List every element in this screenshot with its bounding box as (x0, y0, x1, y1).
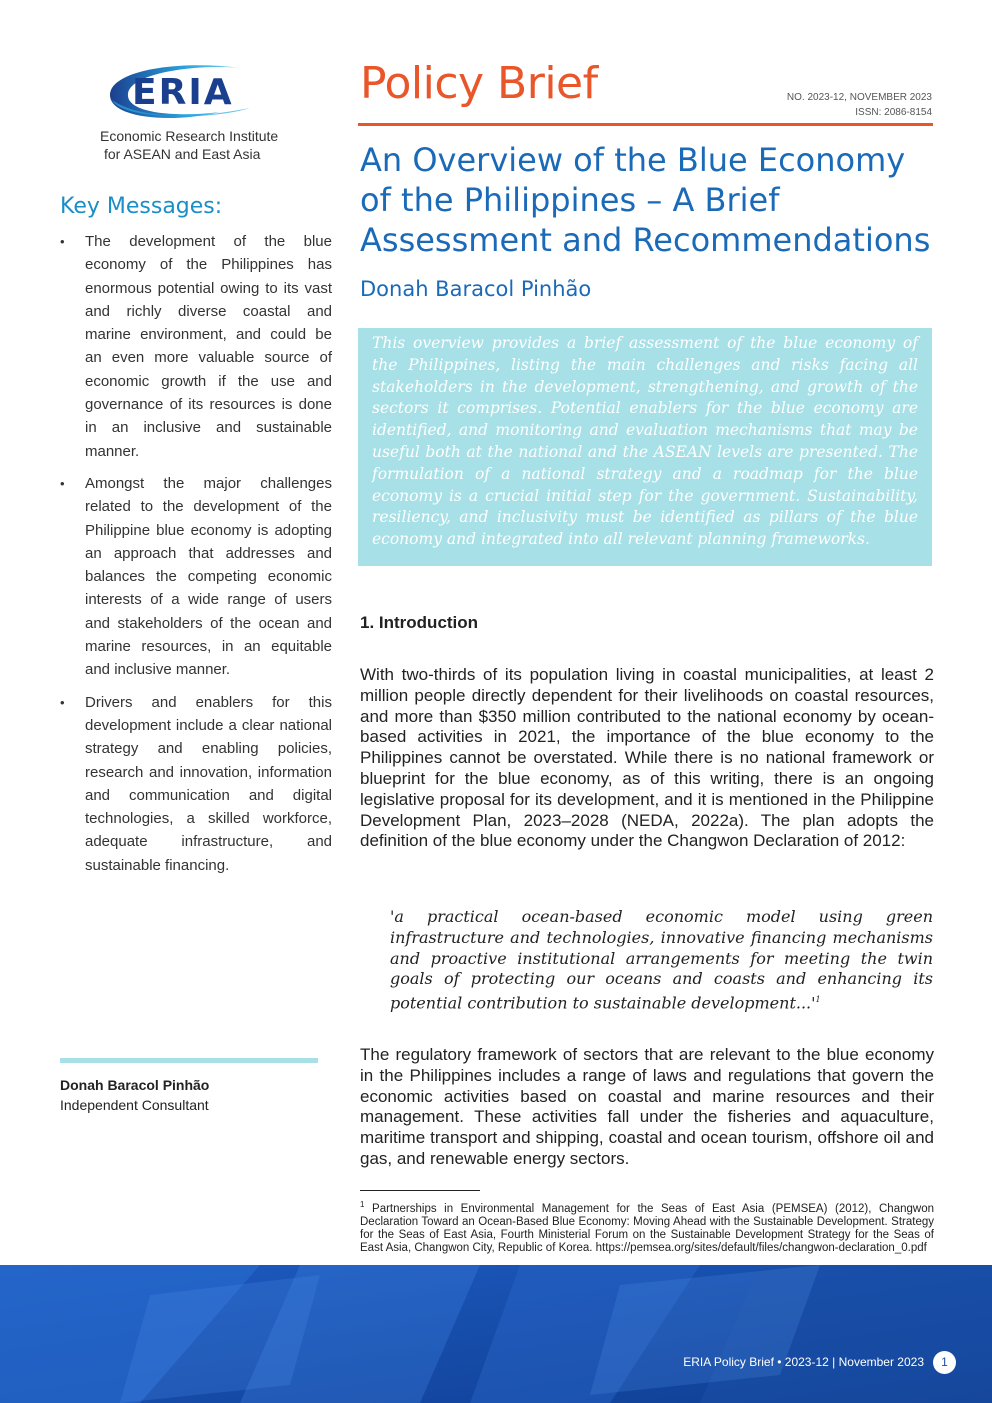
logo-subtitle-2: for ASEAN and East Asia (104, 146, 261, 162)
author-box-divider (60, 1058, 318, 1063)
footnote-ref[interactable]: 1 (815, 995, 821, 1005)
key-message-item (60, 472, 332, 682)
header-divider (358, 123, 933, 126)
key-messages-list (60, 230, 332, 886)
brief-number: NO. 2023-12, NOVEMBER 2023 (786, 92, 932, 103)
footnote-divider (360, 1190, 480, 1191)
key-message-text: Drivers and enablers for this development include a clear national strategy and enabling policies, research and innovation, information and communication and digital technologies, a skilled workforce, adequate infrastructure, and sustainable financing. (85, 693, 332, 874)
key-messages-heading: Key Messages: (60, 194, 223, 219)
author-box-name: Donah Baracol Pinhão (60, 1077, 210, 1093)
page-number: 1 (933, 1351, 956, 1374)
intro-paragraph-2: The regulatory framework of sectors that are relevant to the blue economy in the Philippines includes a range of laws and regulations that govern the economic activities based on coastal and marine resources and their management. These activities fall under the fisheries and aquaculture, maritime transport and shipping, coastal and ocean tourism, offshore oil and gas, and renewable energy sectors. (360, 1045, 934, 1168)
intro-paragraph-1: With two-thirds of its population living in coastal municipalities, at least 2 million people directly dependent for their livelihoods on coastal resources, and more than $350 million contributed to the national economy by ocean-based activities in 2021, the importance of the blue economy to the Philippines cannot be overstated. While there is no national framework or blueprint for the blue economy, as of this writing, there is an ongoing legislative proposal for its development, and it is mentioned in the Philippine Development Plan, 2023–2028 (NEDA, 2022a). The plan adopts the definition of the blue economy under the Changwon Declaration of 2012: (360, 665, 934, 851)
series-title: Policy Brief (360, 58, 598, 109)
key-message-text: The development of the blue economy of the Philippines has enormous potential owing to its vast and richly diverse coastal and marine environment, and could be an even more valuable source of economic growth if the use and governance of its resources is done in an inclusive and sustainable manner. (85, 233, 332, 460)
section-heading: 1. Introduction (360, 613, 479, 632)
abstract-box (358, 328, 932, 566)
eria-logo (100, 60, 300, 165)
footnote (360, 1198, 934, 1255)
document-title: An Overview of the Blue Economy of the Philippines – A Brief Assessment and Recommendations (360, 141, 931, 259)
block-quote (390, 907, 933, 1014)
block-quote-text: 'a practical ocean-based economic model using green infrastructure and technologies, innovative financing mechanisms and proactive institutional arrangements for meeting the twin goals of protecting our oceans and coasts and enhancing its potential contribution to sustainable development...' (390, 907, 933, 1013)
document-author: Donah Baracol Pinhão (360, 277, 592, 301)
bullet-icon: • (60, 475, 65, 491)
logo-subtitle-1: Economic Research Institute (100, 128, 279, 144)
bullet-icon: • (60, 234, 65, 249)
footer-band (0, 1265, 992, 1403)
logo-wordmark: ERIA (132, 72, 234, 113)
key-message-item (60, 230, 332, 463)
footer-text: ERIA Policy Brief • 2023-12 | November 2023 (683, 1355, 924, 1369)
key-message-text: Amongst the major challenges related to the development of the Philippine blue economy is adopting an approach that addresses and balances the competing economic interests of a wide range of users and stakeholders of the ocean and marine resources, in an equitable and inclusive manner. (85, 474, 332, 679)
footer-pattern-icon (0, 1265, 992, 1403)
author-box-role: Independent Consultant (60, 1097, 209, 1113)
abstract-text: This overview provides a brief assessment of the blue economy of the Philippines, listing the main challenges and risks facing all stakeholders in the development, strengthening, and growth of the sectors it comprises. Potential enablers for the blue economy are identified, and monitoring and evaluation mechanisms that may be useful both at the national and the ASEAN levels are presented. The formulation of a national strategy and a roadmap for the blue economy is a crucial initial step for the government. Sustainability, resiliency, and inclusivity must be identified as pillars of the blue economy and integrated into all relevant planning frameworks. (372, 334, 918, 549)
footnote-text: Partnerships in Environmental Management for the Seas of East Asia (PEMSEA) (2012), Changwon Declaration Toward an Ocean-Based Blue Economy: Moving Ahead with the Sustainable Development. Strategy for the Seas of East Asia, Fourth Ministerial Forum on the Sustainable Development Strategy for the Seas of East Asia, Changwon City, Republic of Korea. https://pemsea.org/sites/default/files/changwon-declaration_0.pdf (360, 1202, 934, 1254)
brief-issn: ISSN: 2086-8154 (855, 107, 932, 118)
bullet-icon: • (60, 694, 65, 710)
key-message-item (60, 691, 332, 877)
footnote-mark: 1 (360, 1200, 365, 1209)
